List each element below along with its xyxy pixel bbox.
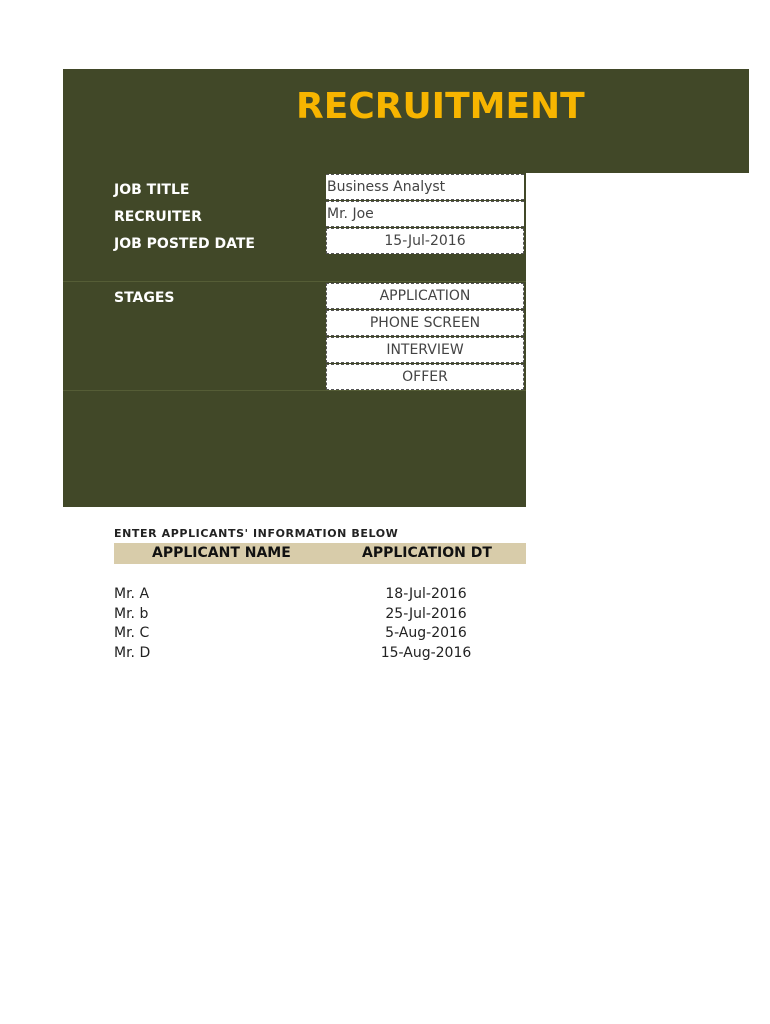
page-title: RECRUITMENT	[296, 86, 585, 127]
job-title-label: JOB TITLE	[114, 182, 190, 198]
stage-interview[interactable]: INTERVIEW	[326, 337, 524, 363]
stage-offer[interactable]: OFFER	[326, 364, 524, 390]
recruiter-field[interactable]: Mr. Joe	[326, 201, 524, 227]
job-posted-date-field[interactable]: 15-Jul-2016	[326, 228, 524, 254]
application-date-cell[interactable]: 15-Aug-2016	[380, 645, 472, 661]
recruiter-label: RECRUITER	[114, 209, 202, 225]
title-clip	[296, 84, 585, 134]
job-title-field[interactable]: Business Analyst	[326, 174, 524, 200]
applicant-name-cell[interactable]: Mr. D	[114, 645, 151, 661]
stages-label: STAGES	[114, 290, 175, 306]
column-header-application-date: APPLICATION DT	[362, 545, 492, 561]
applicant-name-cell[interactable]: Mr. A	[114, 586, 150, 602]
application-date-cell[interactable]: 5-Aug-2016	[385, 625, 467, 641]
job-posted-date-label: JOB POSTED DATE	[114, 236, 255, 252]
section-divider	[63, 390, 526, 391]
applicant-name-cell[interactable]: Mr. b	[114, 606, 149, 622]
application-date-cell[interactable]: 25-Jul-2016	[385, 606, 467, 622]
section-divider	[63, 281, 526, 282]
application-date-cell[interactable]: 18-Jul-2016	[385, 586, 467, 602]
stage-application[interactable]: APPLICATION	[326, 283, 524, 309]
applicant-name-cell[interactable]: Mr. C	[114, 625, 150, 641]
applicants-instruction: ENTER APPLICANTS' INFORMATION BELOW	[114, 527, 399, 540]
stage-phone-screen[interactable]: PHONE SCREEN	[326, 310, 524, 336]
column-header-applicant-name: APPLICANT NAME	[152, 545, 291, 561]
